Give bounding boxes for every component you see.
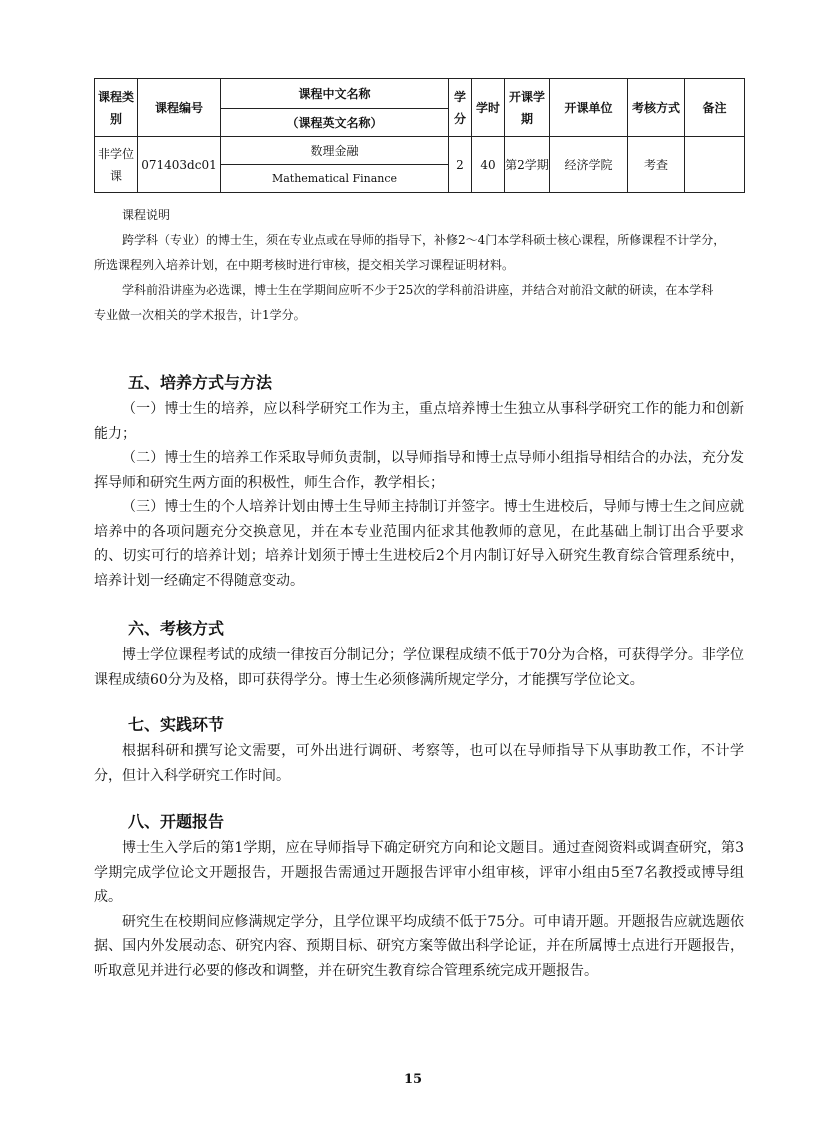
cell-credit: 2 <box>449 137 472 193</box>
cell-name-en: Mathematical Finance <box>221 165 449 193</box>
notes-paragraph-cont: 所选课程列入培养计划，在中期考核时进行审核，提交相关学习课程证明材料。 <box>94 258 515 272</box>
cell-semester: 第2学期 <box>505 137 550 193</box>
page-number: 15 <box>403 1072 423 1087</box>
section-heading: 五、培养方式与方法 <box>128 373 273 392</box>
section-paragraph: 博士生入学后的第1学期，应在导师指导下确定研究方向和论文题目。通过查阅资料或调查研究，第3学期完成学位论文开题报告，开题报告需通过开题报告评审小组审核，评审小组由5至7名教授或博导组成。 <box>94 840 744 905</box>
header-name-en: （课程英文名称） <box>221 109 449 137</box>
section-paragraph: 研究生在校期间应修满规定学分，且学位课平均成绩不低于75分。可申请开题。开题报告应就选题依据、国内外发展动态、研究内容、预期目标、研究方案等做出科学论证，并在所属博士点进行开题报告，听取意见并进行必要的修改和调整，并在研究生教育综合管理系统完成开题报告。 <box>94 913 744 979</box>
cell-unit: 经济学院 <box>550 137 628 193</box>
course-table <box>94 78 745 193</box>
cell-hours: 40 <box>472 137 505 193</box>
course-notes <box>94 203 744 328</box>
notes-paragraph-cont: 专业做一次相关的学术报告，计1学分。 <box>94 308 306 322</box>
header-unit: 开课单位 <box>550 79 628 137</box>
section-assessment <box>94 615 744 692</box>
header-code: 课程编号 <box>138 79 221 137</box>
section-paragraph: （二）博士生的培养工作采取导师负责制，以导师指导和博士点导师小组指导相结合的办法，充分发挥导师和研究生两方面的积极性，师生合作，教学相长； <box>94 450 744 491</box>
header-credit: 学分 <box>449 79 472 137</box>
header-semester: 开课学期 <box>505 79 550 137</box>
cell-assessment: 考查 <box>628 137 685 193</box>
section-paragraph: （一）博士生的培养，应以科学研究工作为主，重点培养博士生独立从事科学研究工作的能力和创新能力； <box>94 401 744 442</box>
notes-paragraph: 学科前沿讲座为必选课，博士生在学期间应听不少于25次的学科前沿讲座，并结合对前沿文献的研读，在本学科 <box>122 283 714 297</box>
notes-title: 课程说明 <box>122 208 171 222</box>
section-practice <box>94 711 744 788</box>
header-assessment: 考核方式 <box>628 79 685 137</box>
cell-category: 非学位课 <box>95 137 138 193</box>
section-heading: 七、实践环节 <box>128 715 225 734</box>
header-name-cn: 课程中文名称 <box>221 79 449 109</box>
header-category: 课程类别 <box>95 79 138 137</box>
section-heading: 八、开题报告 <box>128 812 225 831</box>
section-paragraph: （三）博士生的个人培养计划由博士生导师主持制订并签字。博士生进校后，导师与博士生之间应就培养中的各项问题充分交换意见，并在本专业范围内征求其他教师的意见，在此基础上制订出合乎要求的、切实可行的培养计划；培养计划须于博士生进校后2个月内制订好导入研究生教育综合管理系统中，培养计划一经确定不得随意变动。 <box>94 499 744 589</box>
table-row <box>95 137 745 165</box>
section-paragraph: 博士学位课程考试的成绩一律按百分制记分；学位课程成绩不低于70分为合格，可获得学分。非学位课程成绩60分为及格，即可获得学分。博士生必须修满所规定学分，才能撰写学位论文。 <box>94 647 744 688</box>
cell-name-cn: 数理金融 <box>221 137 449 165</box>
section-proposal <box>94 808 744 983</box>
section-paragraph: 根据科研和撰写论文需要，可外出进行调研、考察等，也可以在导师指导下从事助教工作，不计学分，但计入科学研究工作时间。 <box>94 743 744 784</box>
header-hours: 学时 <box>472 79 505 137</box>
section-heading: 六、考核方式 <box>128 619 225 638</box>
cell-remarks <box>685 137 745 193</box>
section-training-methods <box>94 369 744 593</box>
notes-paragraph: 跨学科（专业）的博士生，须在专业点或在导师的指导下，补修2～4门本学科硕士核心课程，所修课程不计学分， <box>122 233 726 247</box>
header-remarks: 备注 <box>685 79 745 137</box>
cell-code: 071403dc01 <box>138 137 221 193</box>
